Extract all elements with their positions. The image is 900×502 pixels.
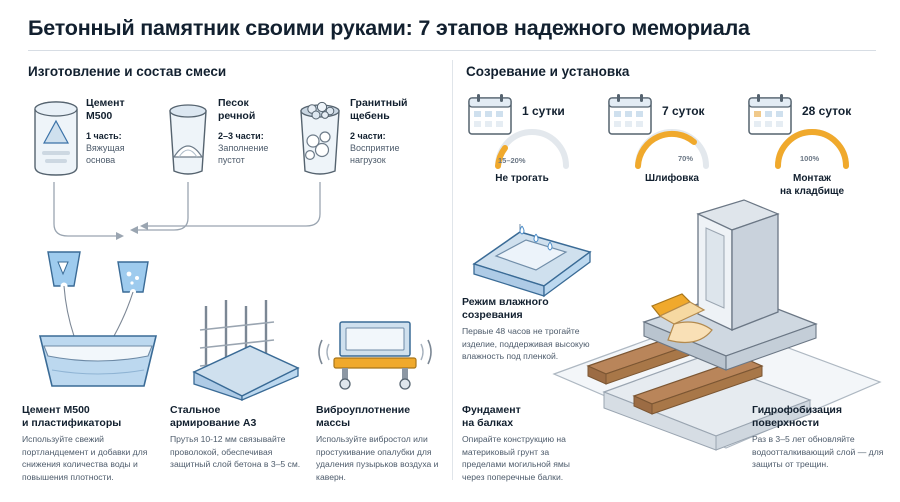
curing-action-3-line1: Монтаж <box>792 173 832 184</box>
curing-card-1 <box>466 92 514 136</box>
curing-day-1: 1 сутки <box>522 104 565 118</box>
step-rebar-title-1: Стальное <box>170 404 221 416</box>
step-vibration-body: Используйте вибростол или простукивание опалубки для удаления пузырьков воздуха и каверн. <box>316 434 439 482</box>
moist-curing-body: Первые 48 часов не трогайте изделие, поддерживая высокую влажность под пленкой. <box>462 326 590 362</box>
curing-card-2 <box>606 92 654 136</box>
moist-curing-title-1: Режим влажного <box>462 296 549 308</box>
step-rebar-title-2: армирование А3 <box>170 417 257 430</box>
ingredient-gravel-label <box>350 97 436 166</box>
ingredient-cement <box>28 95 84 185</box>
ingredient-sand-name-2: речной <box>218 110 256 123</box>
curing-action-1: Не трогать <box>495 173 549 184</box>
vibrating-table-illustration <box>316 310 436 402</box>
step-vibration-title-1: Виброуплотнение <box>316 404 411 416</box>
section-title-curing: Созревание и установка <box>466 64 630 79</box>
moist-curing-title-2: созревания <box>462 309 523 322</box>
curing-percent-1: 15–20% <box>498 156 526 165</box>
foundation-title-1: Фундамент <box>462 404 521 416</box>
ingredient-gravel-name-2: щебень <box>350 110 390 123</box>
ingredient-cement-label <box>86 97 170 166</box>
step-cement-title-2: и пластификаторы <box>22 417 122 430</box>
calendar-icon <box>466 92 514 136</box>
ingredient-cement-name-2: M500 <box>86 110 113 123</box>
ingredient-gravel-name-1: Гранитный <box>350 97 408 109</box>
hydrophobization-body: Раз в 3–5 лет обновляйте водоотталкивающий слой — для защиты от трещин. <box>752 434 884 470</box>
curing-action-2: Шлифовка <box>645 173 699 184</box>
ingredient-gravel-role-1: Восприятие <box>350 142 400 153</box>
ingredient-cement-part: 1 часть: <box>86 131 122 142</box>
ingredient-cement-role-1: Вяжущая <box>86 142 125 153</box>
ingredient-sand-role-2: пустот <box>218 154 245 165</box>
ingredient-sand <box>160 95 216 185</box>
ingredient-cement-role-2: основа <box>86 154 116 165</box>
ingredient-sand-name-1: Песок <box>218 97 249 109</box>
step-vibration-title-2: массы <box>316 417 351 430</box>
page-title: Бетонный памятник своими руками: 7 этапов надежного мемориала <box>28 16 750 40</box>
title-divider <box>28 50 876 51</box>
section-title-mix: Изготовление и состав смеси <box>28 64 227 79</box>
step-cement-body: Используйте свежий портландцемент и добавки для снижения количества воды и повышения плотности. <box>22 434 148 482</box>
foundation-caption <box>462 404 592 483</box>
ingredient-gravel-part: 2 части: <box>350 131 386 142</box>
ingredient-gravel-role-2: нагрузок <box>350 154 386 165</box>
curing-card-3 <box>746 92 794 136</box>
step-rebar-body: Прутья 10-12 мм связывайте проволокой, обеспечивая защитный слой бетона в 3–5 см. <box>170 434 301 470</box>
step-rebar-caption <box>170 404 310 471</box>
ingredient-sand-role-1: Заполнение <box>218 142 269 153</box>
foundation-body: Опирайте конструкцию на материковый грунт за пределами могильной ямы через поперечные балки. <box>462 434 570 482</box>
ingredient-cement-name-1: Цемент <box>86 97 125 109</box>
foundation-title-2: на балках <box>462 417 514 430</box>
hydrophobization-caption <box>752 404 884 471</box>
curing-percent-2: 70% <box>678 154 694 163</box>
hydrophobization-title-1: Гидрофобизация <box>752 404 842 416</box>
curing-percent-3: 100% <box>800 154 820 163</box>
step-cement-title-1: Цемент M500 <box>22 404 90 416</box>
step-cement-caption <box>22 404 162 483</box>
calendar-icon <box>746 92 794 136</box>
curing-action-3-line2: на кладбище <box>779 186 845 197</box>
ingredient-sand-label <box>218 97 298 166</box>
curing-day-2: 7 суток <box>662 104 705 118</box>
sand-pile-icon <box>160 95 216 185</box>
rebar-cage-illustration <box>186 296 306 401</box>
curing-day-3: 28 суток <box>802 104 852 118</box>
mixing-tub-illustration <box>22 240 172 400</box>
ingredient-gravel <box>292 95 348 185</box>
calendar-icon <box>606 92 654 136</box>
gauge-3-icon <box>772 136 852 170</box>
ingredient-sand-part: 2–3 части: <box>218 131 264 142</box>
hydrophobization-title-2: поверхности <box>752 417 820 430</box>
gravel-bucket-icon <box>292 95 348 185</box>
curing-action-3 <box>762 172 862 198</box>
step-vibration-caption <box>316 404 456 483</box>
cement-bag-icon <box>28 95 84 185</box>
gauge-2-icon <box>632 136 712 170</box>
